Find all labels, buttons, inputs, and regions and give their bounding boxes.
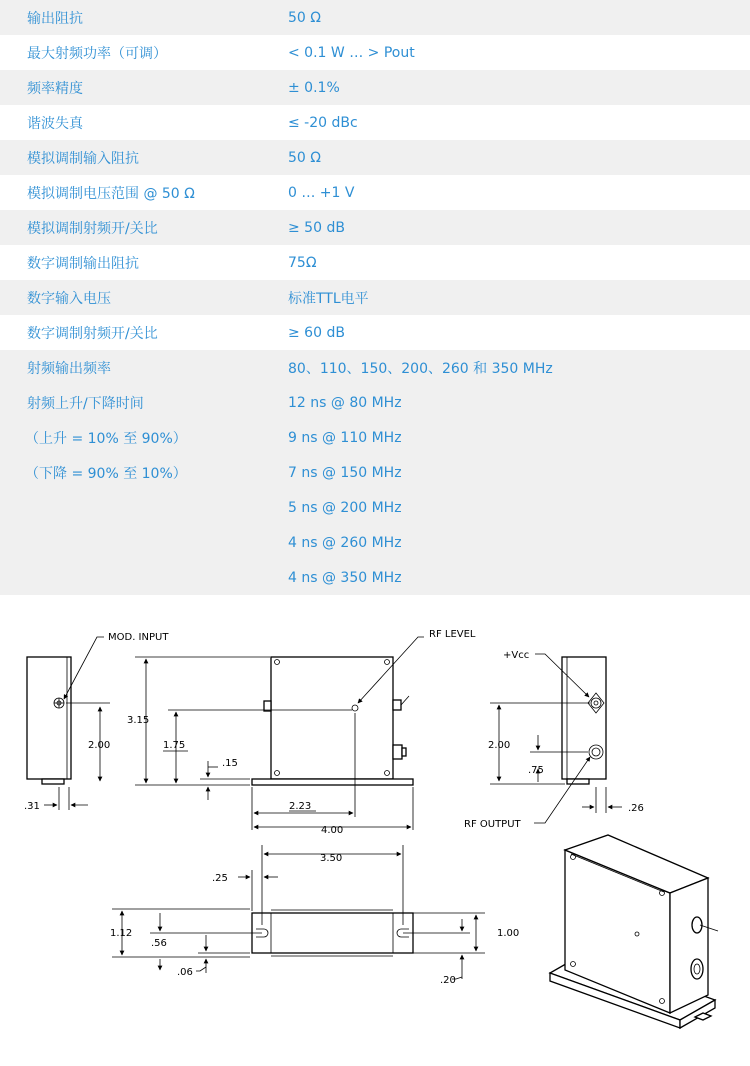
- spec-label: （下降 = 90% 至 10%）: [25, 465, 187, 482]
- spec-row: [0, 560, 750, 595]
- dim-label: 3.15: [127, 715, 150, 726]
- spec-label: 数字调制输出阻抗: [27, 255, 139, 272]
- spec-row: [0, 140, 750, 175]
- spec-value: ≥ 50 dB: [288, 219, 345, 236]
- dim-label: 2.23: [289, 801, 312, 812]
- bottom-view: [252, 910, 413, 956]
- dim-label: 3.50: [320, 853, 343, 864]
- dim-label: .75: [528, 765, 544, 776]
- dim-label: 2.00: [488, 740, 511, 751]
- spec-value: 0 … +1 V: [288, 184, 355, 201]
- spec-value: ≥ 60 dB: [288, 324, 345, 341]
- spec-row: [0, 490, 750, 525]
- rf-output-label: RF OUTPUT: [464, 819, 521, 830]
- dim-label: .26: [628, 803, 644, 814]
- spec-value: 7 ns @ 150 MHz: [288, 464, 402, 481]
- spec-label: 谐波失真: [27, 115, 83, 132]
- spec-value: ≤ -20 dBc: [288, 114, 358, 131]
- spec-label: 射频输出频率: [27, 360, 111, 377]
- mechanical-drawing: [0, 595, 750, 1066]
- right-side-view: [562, 657, 606, 784]
- spec-label: 频率精度: [27, 80, 83, 97]
- spec-row: [0, 175, 750, 210]
- spec-row: [0, 385, 750, 420]
- rf-level-label: RF LEVEL: [429, 629, 476, 640]
- dim-label: 2.00: [88, 740, 111, 751]
- spec-value: ± 0.1%: [288, 79, 340, 96]
- spec-row: [0, 35, 750, 70]
- spec-row: [0, 420, 750, 455]
- dim-label: .56: [151, 938, 167, 949]
- spec-value: 12 ns @ 80 MHz: [288, 394, 402, 411]
- spec-label: 输出阻抗: [27, 10, 83, 27]
- spec-row: [0, 280, 750, 315]
- dim-label: .25: [212, 873, 228, 884]
- dim-label: .31: [24, 801, 40, 812]
- spec-value: 75Ω: [288, 254, 317, 271]
- spec-value: 5 ns @ 200 MHz: [288, 499, 402, 516]
- spec-label: 模拟调制电压范围 @ 50 Ω: [27, 185, 195, 202]
- spec-value: 50 Ω: [288, 9, 321, 26]
- spec-label: （上升 = 10% 至 90%）: [25, 430, 187, 447]
- front-view: [252, 657, 413, 785]
- dim-label: .06: [177, 967, 193, 978]
- dim-label: 1.00: [497, 928, 520, 939]
- spec-row: [0, 210, 750, 245]
- spec-label: 数字输入电压: [27, 290, 111, 307]
- dim-label: .15: [222, 758, 238, 769]
- spec-label: 最大射频功率（可调）: [27, 45, 167, 62]
- spec-row: [0, 245, 750, 280]
- dim-label: 1.12: [110, 928, 133, 939]
- spec-value: 4 ns @ 260 MHz: [288, 534, 402, 551]
- spec-value: 50 Ω: [288, 149, 321, 166]
- left-side-view: [27, 657, 71, 784]
- spec-row: [0, 350, 750, 385]
- spec-label: 射频上升/下降时间: [27, 395, 144, 412]
- dim-label: 1.75: [163, 740, 186, 751]
- spec-row: [0, 105, 750, 140]
- spec-row: [0, 70, 750, 105]
- spec-label: 模拟调制射频开/关比: [27, 220, 158, 237]
- spec-value: 80、110、150、200、260 和 350 MHz: [288, 360, 553, 377]
- isometric-view: [550, 835, 718, 1028]
- mod-input-label: MOD. INPUT: [108, 632, 169, 643]
- spec-value: 9 ns @ 110 MHz: [288, 429, 402, 446]
- spec-value: 4 ns @ 350 MHz: [288, 569, 402, 586]
- spec-row: [0, 315, 750, 350]
- rise-fall-block: [0, 385, 750, 595]
- vcc-label: +Vcc: [503, 650, 530, 661]
- spec-row: [0, 525, 750, 560]
- spec-label: 模拟调制输入阻抗: [27, 150, 139, 167]
- spec-row: [0, 0, 750, 35]
- dim-label: 4.00: [321, 825, 344, 836]
- spec-row: [0, 455, 750, 490]
- spec-label: 数字调制射频开/关比: [27, 325, 158, 342]
- spec-value: < 0.1 W … > Pout: [288, 44, 415, 61]
- dim-label: .20: [440, 975, 456, 986]
- spec-value: 标准TTL电平: [288, 290, 369, 307]
